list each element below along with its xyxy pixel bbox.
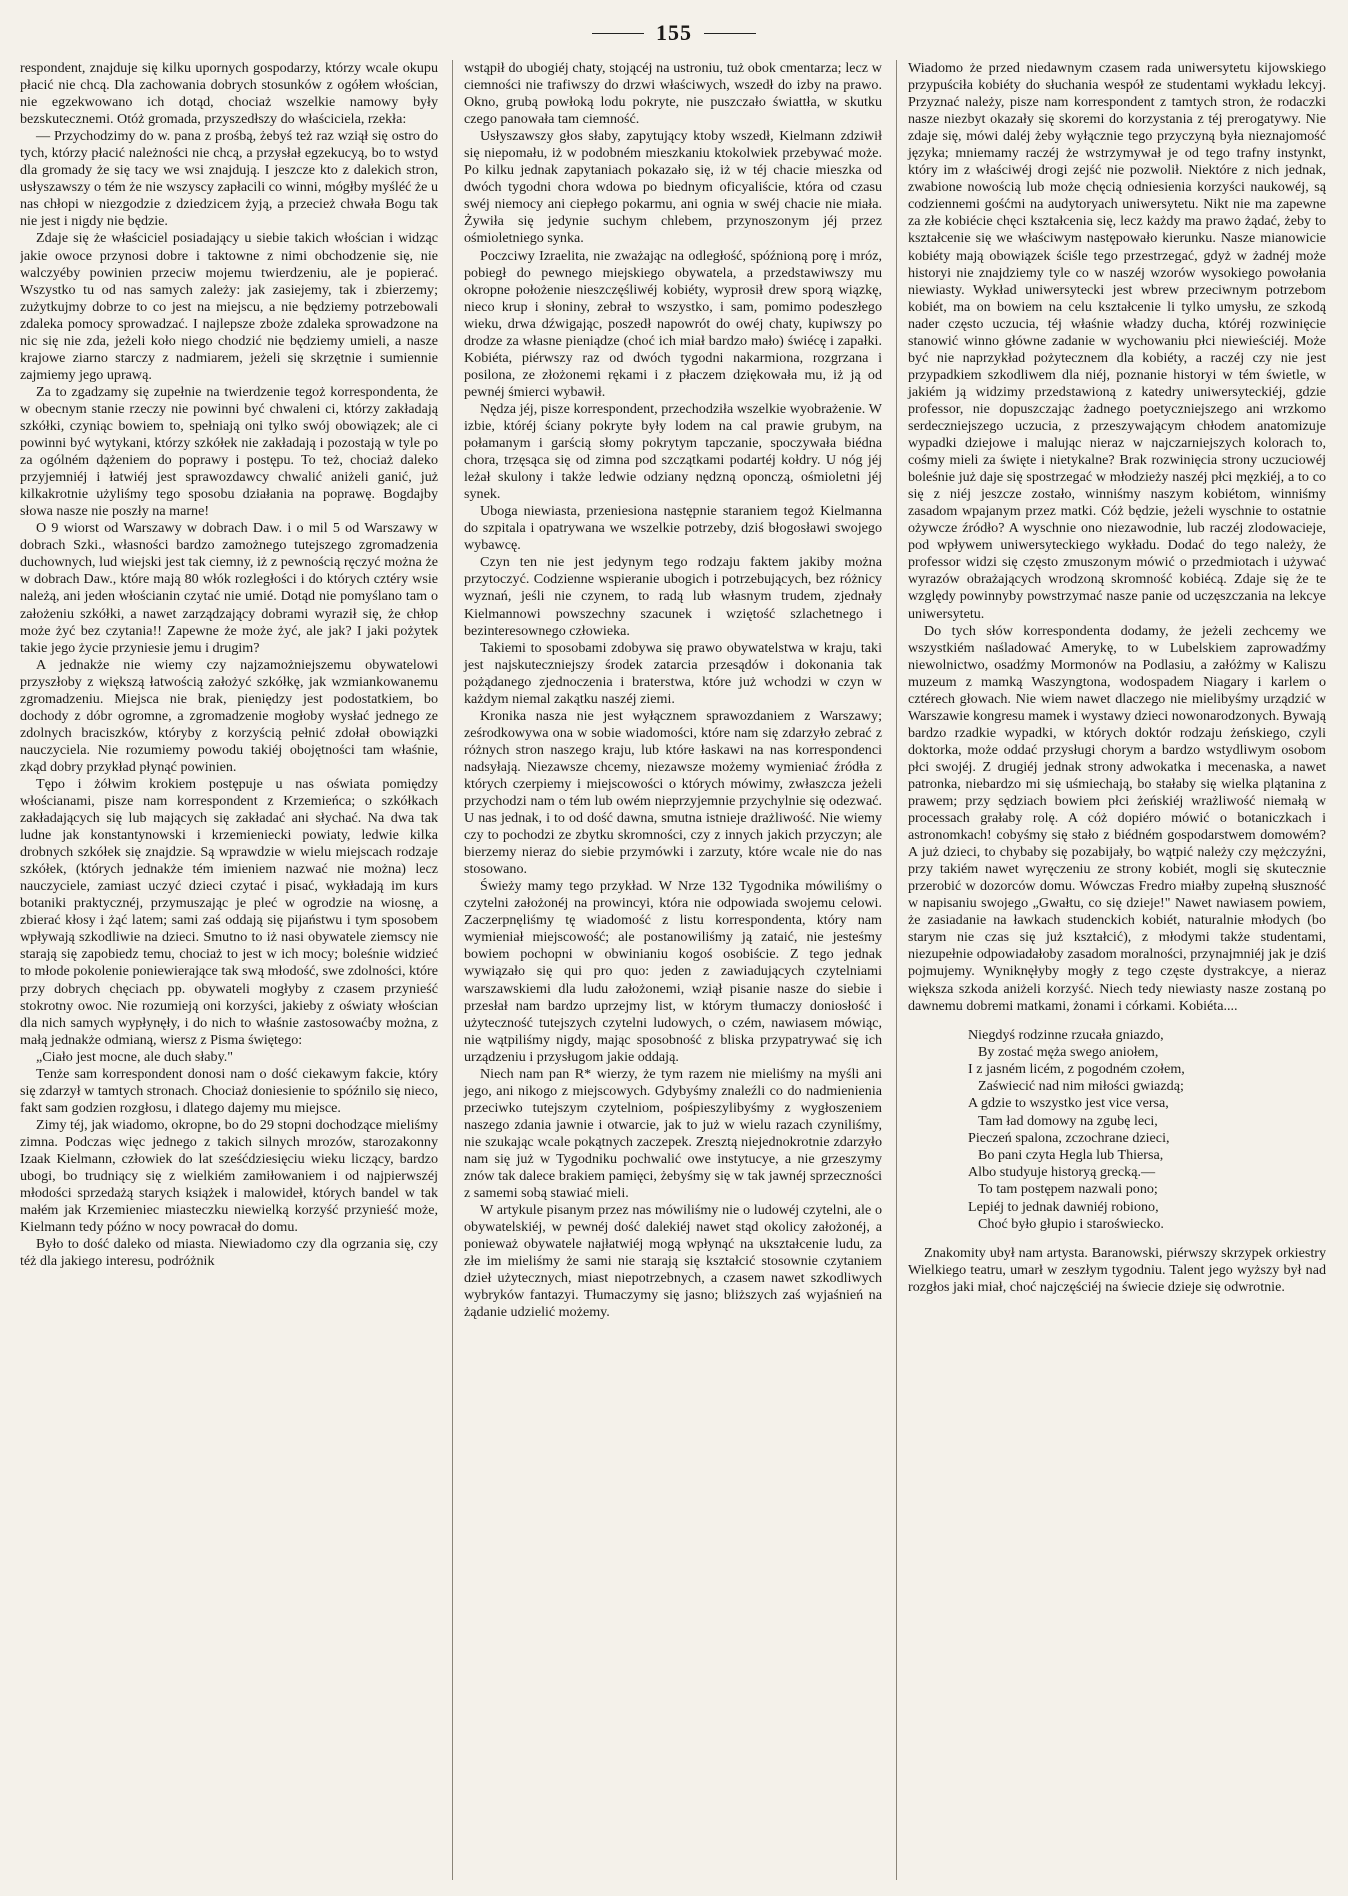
paragraph: Było to dość daleko od miasta. Niewiadomo czy dla ogrzania się, czy téż dla jakiego interesu, podróżnik [20, 1236, 438, 1270]
paragraph: Zimy téj, jak wiadomo, okropne, bo do 29 stopni dochodzące mieliśmy zimna. Podczas więc jednego z takich silnych mrozów, starozakonny Izaak Kielmann, człowiek do lat sześćdziesięciu wieku liczący, bardzo ubogi, bo trudniący się z wielkiém zamiłowaniem i od najpierwszéj młodości sprzedażą starych książek i malowideł, których bandel w tak małém jak Krzemieniec miasteczku niewielką korzyść przynieść może, Kielmann tedy późno w nocy powracał do domu. [20, 1116, 438, 1236]
paragraph: respondent, znajduje się kilku upornych gospodarzy, którzy wcale okupu płacić nie chcą. Dla zachowania dobrych stosunków z ogółem włościan, nie egzekwowano ich dotąd, chociaż wszelkie namowy były bezskutecznemi. Otóż gromada, przyszedłszy do właściciela, rzekła: [20, 60, 438, 128]
poem-line: Zaświecić nad nim miłości gwiazdą; [978, 1078, 1184, 1095]
text-columns [20, 60, 1326, 1880]
paragraph: Do tych słów korrespondenta dodamy, że jeżeli zechcemy we wszystkiém naśladować Amerykę, to w Lubelskiem zaprowadźmy niewolnictwo, osadźmy Mormonów na Podlasiu, a załóżmy w Kaliszu muzeum z mamką Waszyngtona, wodospadem Niagary i karlem o cztérech głowach. Nie wiem nawet dlaczego nie mielibyśmy urządzić w Warszawie kongresu mamek i wystawy dzieci nowonarodzonych. Bywają bardzo rzadkie wypadki, w których doktór rodzaju żeńskiego, czyli doktorka, może oddać przysługi chorym a bardzo wstydliwym osobom płci swojéj. Z drugiéj jednak strony adwokatka i mecenaska, a nawet patronka, niebardzo mi się uśmiechają, bo stałaby się wielka plątanina z prawem; przy sędziach bowiem płci żeńskiéj wrażliwość niemałą w processach grałaby rolę. A cóż dopiéro mówić o botaniczkach i astronomkach! cobyśmy się stało z biédném gospodarstwem domowém? A już dzieci, to chybaby się pozabijały, bo wątpić należy czy mężczyźni, przy takiém nawet wyręczeniu ze strony kobiét, mogli się skutecznie przerobić w dozorców domu. Wówczas Fredro miałby zupełną słuszność w napisaniu swojego „Gwałtu, co się dzieje!" Nawet nawiasem powiem, że zasiadanie na ławkach studenckich kobiét, naturalnie młodych (bo starym nie czas się już kształcić), z młodymi także studentami, niezupełnie odpowiadałoby zasadom moralności, przynajmniéj jak je dziś pojmujemy. Wyniknęłyby mogły z tego częste dystrakcye, a nieraz większa szkoda aniżeli korzyść. Niech tedy niewiasty nasze zostaną po dawnemu dobremi matkami, żonami i córkami. Kobiéta.... [908, 622, 1326, 1014]
paragraph: A jednakże nie wiemy czy najzamożniejszemu obywatelowi przyszłoby z większą łatwością założyć szkółkę, jak wzmiankowanemu zgromadzeniu. Miejsca nie brak, pieniędzy jest podostatkiem, bo dochody z dóbr ogromne, a zgromadzenie mogłoby wysłać jednego ze zdolnych braciszków, któryby z korzyścią pełnić zdołał obowiązki nauczyciela. Nie rozumiemy powodu takiéj obojętności tam właśnie, zkąd dobry przykład płynąć powinien. [20, 656, 438, 775]
page-number: 155 [656, 20, 692, 45]
paragraph: Za to zgadzamy się zupełnie na twierdzenie tegoż korrespondenta, że w obecnym stanie rzeczy nie powinni być chwaleni ci, którzy zakładają szkółki, czyniąc bowiem to, spełniają oni tylko swój obowiązek; ale ci powinni być wytykani, którzy szkółek nie zakładają i pozostają w tyle po za ogólném dążeniem do poprawy i postępu. To też, chociaż daleko przyjemniéj i łatwiéj jest sprawozdawcy chwalić aniżeli ganić, już kilkakrotnie użyliśmy tego sposobu działania na poprawę. Bogdajby słowa nasze nie poszły na marne! [20, 383, 438, 520]
paragraph: W artykule pisanym przez nas mówiliśmy nie o ludowéj czytelni, ale o obywatelskiéj, w pewnéj dość dalekiéj nawet stąd okolicy założonéj, a ponieważ obywatele najłatwiéj mogą wpłynąć na ukształcenie ludu, za złe im mieliśmy że sami nie starają się kształcić stosownie czytaniem dzieł użytecznych, miast niepotrzebnych, a czasem nawet szkodliwych wybryków fantazyi. Tłumaczymy się jasno; bliższych zaś wyjaśnień na żądanie udzielić możemy. [464, 1202, 882, 1321]
poem-line: Albo studyuje historyą grecką.— [968, 1164, 1156, 1181]
header-rule-right [704, 33, 756, 34]
poem-line: Choć było głupio i staroświecko. [978, 1215, 1164, 1232]
column-2 [452, 60, 882, 1880]
paragraph: Wiadomo że przed niedawnym czasem rada uniwersytetu kijowskiego przypuściła kobiéty do słuchania wespół ze studentami wykładu lekcyj. Przyznać należy, pisze nam korrespondent z tamtych stron, że rodaczki nasze niezbyt okazały się skoremi do korzystania z téj prerogatywy. Nie zdaje się, mówi daléj żeby wyłącznie tego przyczyną była nieznajomość języka; mniemamy raczéj że wstrzymywał je od tego trafny instynkt, który im z właściwéj drogi zejść nie pozwolił. Niektóre z nich jednak, zwabione nowością lub może chęcią odniesienia korzyści naukowéj, są codziennemi gośćmi na audytoryach uniwersytetu. Nikt nie ma zapewne za złe kobiécie chęci kształcenia się, lecz każdy ma prawo żądać, żeby to kształcenie się we właściwym następowało kierunku. Nasze mianowicie kobiéty mają obowiązek ściśle tego przestrzegać, gdyż w żadnéj może historyi nie znajdziemy tyle co w naszéj wzorów wysokiego powołania niewiasty. Wykład uniwersytecki jest wbrew przeciwnym potrzebom kobiét, ma on bowiem na celu kształcenie li tylko umysłu, ze szkodą nader często uczucia, téj właśnie władzy ducha, któréj rozwinięcie stanowić winno główne zadanie w wychowaniu płci niewieściéj. Może być nie naprzykład pożytecznem dla kobiéty, a raczéj czy nie jest przypadkiem szkodliwem dla niéj, poznanie historyi w tém świetle, w jakiém ją widzimy przedstawioną z katedry uniwersyteckiéj, gdzie professor, nie dopuszczając żadnego poetyczniejszego ani wrzkomo serdeczniejszego uczucia, z przeszywającym chłodem anatomizuje wypadki dziejowe i malując nieraz w najczarniejszych kolorach to, cośmy mieli za święte i nietykalne? Brak rozwinięcia strony uczuciowéj boleśnie już daje się spostrzegać w młodzieży naszéj płci męzkiéj, a to co się z niéj jeszcze zostało, winniśmy naszym kobiétom, winniśmy zasadom wpajanym przez matki. Cóż będzie, jeżeli wyschnie to ostatnie ożywcze źródło? A wyschnie ono niezawodnie, lub raczéj zlodowacieje, pod wpływem uniwersyteckiego wykładu. Dodać do tego należy, że professor widzi się często zmuszonym mówić o przedmiotach i używać wyrazów obrażających wrodzoną skromność kobiécą. Zdaje się że te względy powinnyby powstrzymać nasze panie od uczęszczania na lekcye uniwersytetu. [908, 60, 1326, 622]
poem-line: Lepiéj to jednak dawniéj robiono, [968, 1198, 1159, 1215]
paragraph: wstąpił do ubogiéj chaty, stojącéj na ustroniu, tuż obok cmentarza; lecz w ciemności nie trafiwszy do drzwi właściwych, wszedł do izby na prawo. Okno, grubą powłoką lodu pokryte, nie puszczało świattła, w skutku czego panowała tam ciemność. [464, 60, 882, 128]
poem-line: Niegdyś rodzinne rzucała gniazdo, [968, 1026, 1164, 1043]
paragraph: Poczciwy Izraelita, nie zważając na odległość, spóźnioną porę i mróz, pobiegł do pewnego miejskiego obywatela, a przedstawiwszy mu okropne położenie nieszczęśliwéj kobiéty, wyprosił drew sporą wiązkę, nieco krup i słoniny, zebrał to wszystko, i sam, pomimo podeszłego wieku, drwa dźwigając, poszedł napowrót do owéj chaty, kupiwszy po drodze za własne pieniądze (choć ich miał bardzo mało) świécę i zapałki. Kobiéta, piérwszy raz od dwóch tygodni nakarmiona, rozgrzana i posilona, ze złożonemi rękami i z płaczem dziękowała mu, iż ją od pewnéj śmierci wybawił. [464, 247, 882, 400]
poem-line: To tam postępem nazwali pono; [978, 1181, 1158, 1198]
column-1 [20, 60, 438, 1880]
paragraph: Takiemi to sposobami zdobywa się prawo obywatelstwa w kraju, taki jest najskuteczniejszy środek zatarcia przesądów i dokonania tak pożądanego zjednoczenia i braterstwa, które już wchodzi w czyn w każdym niemal zakątku naszéj ziemi. [464, 639, 882, 707]
paragraph: Nędza jéj, pisze korrespondent, przechodziła wszelkie wyobrażenie. W izbie, któréj ściany pokryte były lodem na cal prawie grubym, na połamanym i garścią słomy pokrytym tapczanie, spoczywała biédna chora, trzęsąca się od zimna pod szczątkami podartéj kołdry. U nóg jéj leżał skulony i także ledwie odziany nędzną oponczą, ośmioletni jéj synek. [464, 400, 882, 503]
poem-line: I z jasném licém, z pogodném czołem, [968, 1061, 1185, 1078]
paragraph: Uboga niewiasta, przeniesiona następnie staraniem tegoż Kielmanna do szpitala i opatrywana we wszelkie potrzeby, dziś błogosławi swojego wybawcę. [464, 503, 882, 554]
poem-line: A gdzie to wszystko jest vice versa, [968, 1095, 1169, 1112]
poem-line: By zostać męża swego aniołem, [978, 1043, 1159, 1060]
poem-line: Pieczeń spalona, zczochrane dzieci, [968, 1129, 1170, 1146]
paragraph: Usłyszawszy głos słaby, zapytujący ktoby wszedł, Kielmann zdziwił się niepomału, iż w podobném mieszkaniu ktokolwiek przebywać może. Po kilku jednak zapytaniach pokazało się, iż w téj chacie mieszka od dwóch tygodni chora wdowa po biednym oficyaliście, która od czasu swéj niemocy ani ciepłego pokarmu, ani ognia w swéj chacie nie miała. Żywiła się jedynie suchym chlebem, przynoszonym jéj przez ośmioletniego synka. [464, 128, 882, 247]
header-rule-left [592, 33, 644, 34]
paragraph: Czyn ten nie jest jedynym tego rodzaju faktem jakiby można przytoczyć. Codzienne wspieranie ubogich i potrzebujących, bez różnicy wyznań, jeśli nie czynem, to radą lub własnym trudem, zjednały Kielmannowi powszechny szacunek i wziętość szlachetnego i bezinteresownego człowieka. [464, 554, 882, 639]
paragraph: Niech nam pan R* wierzy, że tym razem nie mieliśmy na myśli ani jego, ani nikogo z miejscowych. Gdybyśmy znaleźli co do nadmienienia przeciwko tutejszym czytelniom, pośpieszylibyśmy z wygłoszeniem naszego zdania jawnie i otwarcie, jak to już w wielu razach czyniliśmy, nie szukając wcale pokątnych zaczepek. Zresztą niejednokrotnie zdarzyło nam się już w Tygodniku pochwalić owe instytucye, a nie grzeszymy znów tak dalece brakiem pamięci, żebyśmy się w tak jawnéj sprzeczności z samemi sobą stawiać mieli. [464, 1065, 882, 1202]
closing-paragraph: Znakomity ubył nam artysta. Baranowski, piérwszy skrzypek orkiestry Wielkiego teatru, umarł w zeszłym tygodniu. Talent jego wyższy był nad rozgłos jaki miał, choć najczęściéj na świecie dzieje się odwrotnie. [908, 1245, 1326, 1296]
paragraph: — Przychodzimy do w. pana z prośbą, żebyś też raz wziął się ostro do tych, którzy płacić należności nie chcą, a przysłał egzekucyą, bo to wstyd dla gromady że się tacy we wsi znajdują. I jeszcze kto z dalekich stron, usłyszawszy o tém że nie wszyscy zapłacili co winni, mógłby myśléć że u nas chłopi w niezgodzie z dziedzicem żyją, a przecież chwała Bogu tak nie jest i nigdy nie będzie. [20, 128, 438, 230]
column-3-paragraphs [908, 60, 1326, 1015]
paragraph: Zdaje się że właściciel posiadający u siebie takich włościan i widząc jakie owoce przynosi dobre i taktowne z nimi obchodzenie się, nie walczyéby powinien przeciw mojemu twierdzeniu, ale je popierać. Wszystko tu od nas samych zależy: jak zasiejemy, tak i zbierzemy; zużytkujmy dobrze to co jest na miejscu, a nie będziemy potrzebowali zdaleka pomocy sprowadzać. I najlepsze zboże zdaleka sprowadzone na nic się nie zda, jeżeli koło niego chodzić nie będziemy umieli, a nasze krajowe ziarno starczy z nadmiarem, jeżeli się skrzętnie i sumiennie zajmiemy jego uprawą. [20, 230, 438, 383]
paragraph: O 9 wiorst od Warszawy w dobrach Daw. i o mil 5 od Warszawy w dobrach Szki., własności bardzo zamożnego tutejszego zgromadzenia duchownych, lud wiejski jest tak ciemny, iż z pewnością ręczyć można że w dobrach Daw., które mają 80 włók rozległości i do których cztéry wsie należą, ani jeden włościanin czytać nie umié. Dotąd nie pomyślano tam o założeniu szkółki, a nawet zarządzający dobrami wyraził się, że chłop może żyć bez czytania!! Zapewne że może żyć, ale jak? I jaki pożytek takie jego życie przyniesie jemu i drugim? [20, 520, 438, 656]
paragraph: Kronika nasza nie jest wyłącznem sprawozdaniem z Warszawy; ześrodkowywa ona w sobie wiadomości, które nam się zdarzyło zebrać z różnych stron naszego kraju, lub które łaskawi na nas korrespondenci nadsyłają. Niezawsze chcemy, niezawsze możemy wymieniać źródła z których czerpiemy i miejscowości o których mówimy, zwłaszcza jeżeli przychodzi nam o tém lub owém nieprzyjemnie przychylnie się odezwać. U nas jednak, i to od dość dawna, smutna istnieje drażliwość. Nie wiemy czy to pochodzi ze zbytku skromności, czy z innych jakich przyczyn; ale bierzemy nieraz do siebie przymówki i zarzuty, które wcale nie do nas stosowano. [464, 707, 882, 878]
paragraph: Tępo i żółwim krokiem postępuje u nas oświata pomiędzy włościanami, pisze nam korrespondent z Krzemieńca; o szkółkach zakładających się lub mających się zakładać ani słychać. Na dwa tak ludne jak konstantynowski i krzemieniecki powiaty, ledwie kilka drobnych szkółek się znajdzie. Są wprawdzie w wielu miejscach rodzaje szkółek, (których jednakże tém imieniem nazwać nie można) lecz nauczyciele, zamiast uczyć dzieci czytać i pisać, wykładają im kurs botaniki praktycznéj, przymuszając je pleć w ogrodzie na wiosnę, a zbierać kłosy i żąć latem; sami zaś oddają się pijaństwu i tym sposobem wpływają szkodliwie na dzieci. Smutno to iż nasi obywatele ziemscy nie starają się zapobiedz temu, chociaż to jest w ich mocy; boleśnie widzieć to młode pokolenie poniewierające tak swą młodość, swe zdolności, które przy dobrych chęciach pp. obywateli mogłyby z czasem przynieść stokrotny owoc. Nie rozumieją oni korzyści, jakieby z oświaty włościan dla nich samych wypłynęły, i do nich to właśnie zastosowaćby można, z małą jednakże odmianą, wiersz z Pisma świętego: [20, 775, 438, 1048]
poem-line: Bo pani czyta Hegla lub Thiersa, [978, 1147, 1164, 1164]
paragraph: Tenże sam korrespondent donosi nam o dość ciekawym fakcie, który się zdarzył w tamtych stronach. Chociaż doniesienie to spóźnilo się nieco, fakt sam godzien rozgłosu, i dlatego dajemy mu miejsce. [20, 1065, 438, 1116]
poem [968, 1027, 1326, 1233]
paragraph: „Ciało jest mocne, ale duch słaby." [36, 1048, 234, 1065]
paragraph: Świeży mamy tego przykład. W Nrze 132 Tygodnika mówiliśmy o czytelni założonéj na prowincyi, która nie odpowiada swojemu celowi. Zaczerpnęliśmy tę wiadomość z listu korrespondenta, który nam wymieniał miejscowość; ale postanowiliśmy ją zataić, nie jesteśmy bowiem pochopni w obwinianiu kogoś osobiście. Z tego jednak wywiązało się qui pro quo: jeden z zawiadujących czytelniami warszawskiemi dla ludu założonemi, wziął pisanie nasze do siebie i przesłał nam bardzo uprzejmy list, w którym tłumaczy doniosłość i użyteczność tutejszych czytelni ludowych, o czém, nawiasem mówiąc, nie wątpiliśmy nigdy, mając sposobność z bliska przypatrywać się ich urządzeniu i przysługom jakie oddają. [464, 878, 882, 1065]
page-header [0, 16, 1348, 50]
poem-line: Tam ład domowy na zgubę leci, [978, 1112, 1158, 1129]
column-3 [896, 60, 1326, 1880]
